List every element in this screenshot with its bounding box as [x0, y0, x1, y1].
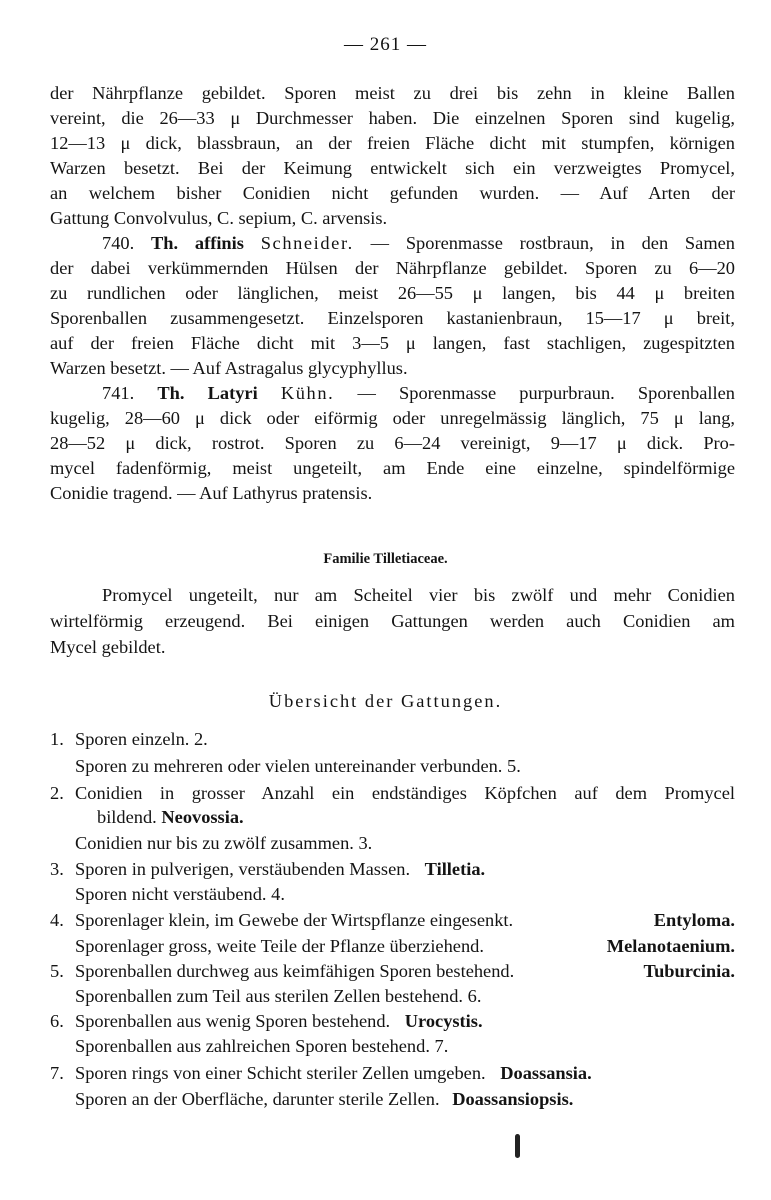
key-option-b: [75, 935, 735, 957]
key-number: 6.: [50, 1011, 64, 1031]
key-text: Sporenballen aus wenig Sporen bestehend.: [75, 1011, 391, 1031]
family-heading: Familie Tilletiaceae.: [323, 551, 448, 567]
text-line: 12—13 μ dick, blassbraun, an der freien Fläche dicht mit stumpfen, körnigen: [50, 133, 735, 153]
text-line: kugelig, 28—60 μ dick oder eiförmig oder unregelmässig länglich, 75 μ lang,: [50, 408, 735, 428]
key-option-a: [75, 1010, 483, 1032]
key-number: 5.: [50, 961, 64, 981]
key-number: 3.: [50, 859, 64, 879]
key-option-a: Conidien in grosser Anzahl ein endständiges Köpfchen auf dem Promycel: [75, 783, 735, 803]
text-line: Conidie tragend. — Auf Lathyrus pratensis.: [50, 483, 373, 503]
text-line: mycel fadenförmig, meist ungeteilt, am Ende eine einzelne, spindelförmige: [50, 458, 735, 478]
species-name: affinis: [194, 233, 244, 253]
text-line: der dabei verkümmernden Hülsen der Nährpflanze gebildet. Sporen zu 6—20: [50, 258, 735, 278]
genus-result: Urocystis.: [404, 1011, 483, 1031]
genus-result: Neovossia.: [161, 807, 244, 827]
text-line: Promycel ungeteilt, nur am Scheitel vier bis zwölf und mehr Conidien: [102, 585, 735, 605]
key-option-b: Sporenballen zum Teil aus sterilen Zellen bestehend. 6.: [75, 986, 482, 1006]
key-option-a: [75, 858, 485, 880]
key-option-a: Sporen einzeln. 2.: [75, 729, 208, 749]
key-text: bildend.: [97, 807, 157, 827]
key-text: Sporenlager klein, im Gewebe der Wirtspflanze eingesenkt.: [75, 910, 514, 930]
entry-740-heading: [102, 232, 735, 254]
text-line: wirtelförmig erzeugend. Bei einigen Gattungen werden auch Conidien am: [50, 611, 735, 631]
key-text: Sporen rings von einer Schicht steriler Zellen umgeben.: [75, 1063, 486, 1083]
genus-abbrev: Th.: [150, 233, 179, 253]
key-text: Sporenlager gross, weite Teile der Pflanze überziehend.: [75, 936, 484, 956]
entry-number: 740.: [102, 233, 135, 253]
genus-result: Tilletia.: [424, 859, 486, 879]
author-name: Schneider.: [260, 233, 354, 253]
key-option-b: Sporenballen aus zahlreichen Sporen bestehend. 7.: [75, 1036, 449, 1056]
genus-result: Tuburcinia.: [643, 961, 735, 981]
text-line: der Nährpflanze gebildet. Sporen meist zu drei bis zehn in kleine Ballen: [50, 83, 735, 103]
entry-text: — Sporenmasse rostbraun, in den Samen: [370, 233, 735, 253]
key-option-a: [75, 960, 735, 982]
text-line: zu rundlichen oder länglichen, meist 26—55 μ langen, bis 44 μ breiten: [50, 283, 735, 303]
key-title: Übersicht der Gattungen.: [268, 691, 503, 711]
species-name: Latyri: [207, 383, 258, 403]
text-line: vereint, die 26—33 μ Durchmesser haben. Die einzelnen Sporen sind kugelig,: [50, 108, 735, 128]
entry-text: — Sporenmasse purpurbraun. Sporenballen: [357, 383, 735, 403]
text-line: Mycel gebildet.: [50, 637, 166, 657]
page-number: — 261 —: [344, 34, 427, 55]
key-text: Sporenballen durchweg aus keimfähigen Sporen bestehend.: [75, 961, 515, 981]
genus-abbrev: Th.: [157, 383, 185, 403]
text-line: an welchem bisher Conidien nicht gefunden wurden. — Auf Arten der: [50, 183, 735, 203]
genus-result: Doassansiopsis.: [452, 1089, 574, 1109]
key-option-b: Conidien nur bis zu zwölf zusammen. 3.: [75, 833, 373, 853]
key-option-a: [75, 909, 735, 931]
key-option-b: Sporen zu mehreren oder vielen untereinander verbunden. 5.: [75, 756, 521, 776]
author-name: Kühn.: [280, 383, 335, 403]
text-line: Warzen besetzt. — Auf Astragalus glycyphyllus.: [50, 358, 408, 378]
text-line: Sporenballen zusammengesetzt. Einzelsporen kastanienbraun, 15—17 μ breit,: [50, 308, 735, 328]
key-number: 1.: [50, 729, 64, 749]
entry-741-heading: [102, 382, 735, 404]
genus-result: Doassansia.: [500, 1063, 592, 1083]
key-option-a-cont: [97, 806, 244, 828]
ink-speck: [515, 1134, 520, 1158]
key-option-b: [75, 1088, 573, 1110]
text-line: 28—52 μ dick, rostrot. Sporen zu 6—24 vereinigt, 9—17 μ dick. Pro-: [50, 433, 735, 453]
key-text: Sporen in pulverigen, verstäubenden Massen.: [75, 859, 411, 879]
key-number: 7.: [50, 1063, 64, 1083]
text-line: auf der freien Fläche dicht mit 3—5 μ langen, fast stachligen, zugespitzten: [50, 333, 735, 353]
genus-result: Entyloma.: [653, 910, 735, 930]
key-option-b: Sporen nicht verstäubend. 4.: [75, 884, 285, 904]
entry-number: 741.: [102, 383, 135, 403]
text-line: Warzen besetzt. Bei der Keimung entwickelt sich ein verzweigtes Promycel,: [50, 158, 735, 178]
genus-result: Melanotaenium.: [606, 936, 735, 956]
key-option-a: [75, 1062, 592, 1084]
key-number: 2.: [50, 783, 64, 803]
text-line: Gattung Convolvulus, C. sepium, C. arvensis.: [50, 208, 388, 228]
key-number: 4.: [50, 910, 64, 930]
key-text: Sporen an der Oberfläche, darunter sterile Zellen.: [75, 1089, 440, 1109]
